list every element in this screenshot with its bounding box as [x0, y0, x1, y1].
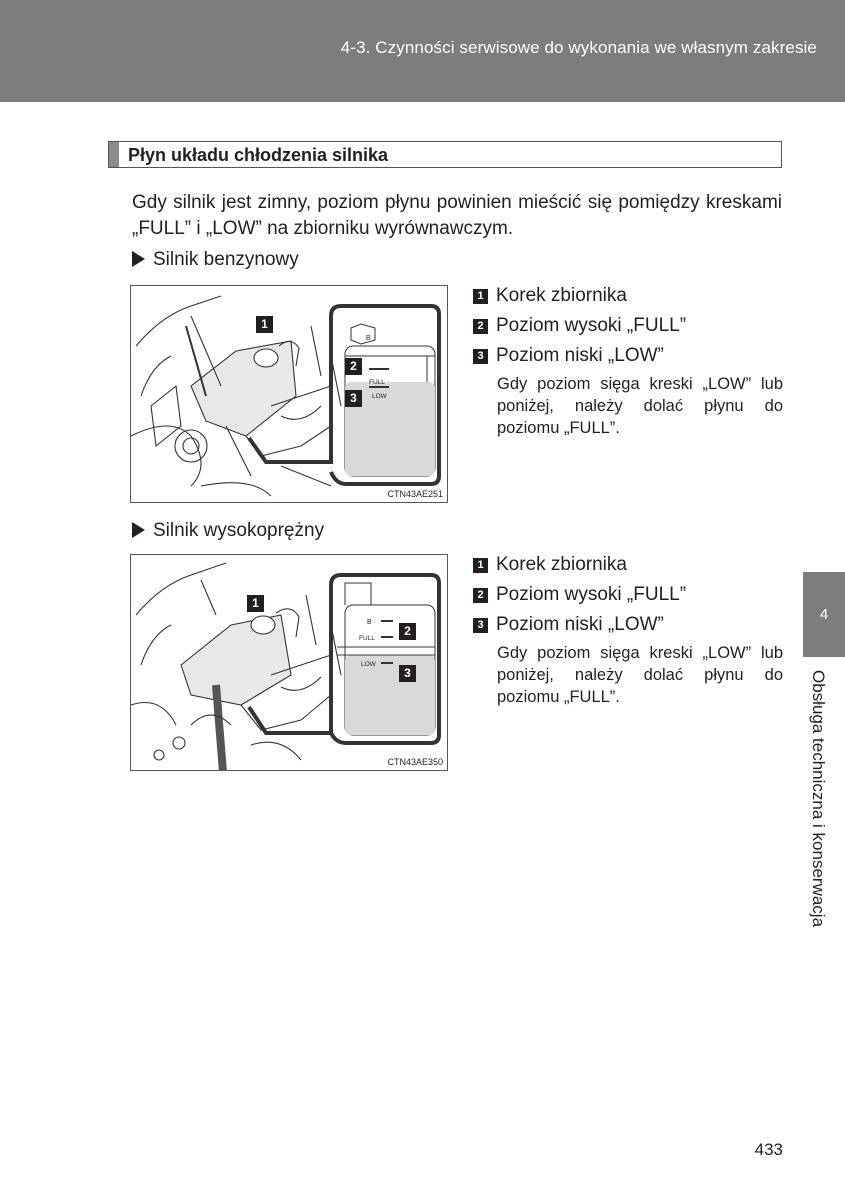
- diesel-callout-1: 1: [247, 595, 264, 612]
- intro-paragraph: Gdy silnik jest zimny, poziom płynu powinien mieścić się pomiędzy kreskami „FULL” i „LOW” na zbiorniku wyrównawczym.: [132, 192, 782, 239]
- legend-label: Poziom wysoki „FULL”: [496, 584, 687, 605]
- diesel-low-mark: LOW: [361, 661, 376, 668]
- petrol-figure-code: CTN43AE251: [387, 489, 443, 499]
- chapter-tab: [803, 572, 845, 657]
- legend-item: [473, 281, 783, 311]
- diesel-figure-code: CTN43AE350: [387, 757, 443, 767]
- section-title-box: [108, 141, 782, 168]
- diesel-full-mark: FULL: [359, 635, 375, 642]
- section-title: Płyn układu chłodzenia silnika: [128, 145, 389, 165]
- legend-number: 2: [473, 319, 488, 334]
- triangle-bullet-icon: [132, 522, 145, 538]
- petrol-low-mark: LOW: [372, 393, 387, 400]
- petrol-heading: [132, 249, 299, 271]
- diesel-figure: [130, 554, 448, 771]
- legend-number: 2: [473, 588, 488, 603]
- legend-item: [473, 341, 783, 371]
- chapter-side-label: [808, 670, 828, 970]
- legend-item: [473, 610, 783, 640]
- chapter-tab-number: 4: [819, 606, 829, 623]
- diesel-heading-text: Silnik wysokoprężny: [153, 520, 325, 541]
- legend-label: Poziom niski „LOW”: [496, 614, 664, 635]
- legend-number: 1: [473, 558, 488, 573]
- legend-item: [473, 580, 783, 610]
- legend-number: 3: [473, 618, 488, 633]
- legend-number: 1: [473, 289, 488, 304]
- chapter-title: 4-3. Czynności serwisowe do wykonania we własnym zakresie: [340, 38, 817, 57]
- page-number: 433: [754, 1140, 783, 1159]
- petrol-legend: [473, 281, 783, 439]
- legend-label: Korek zbiornika: [496, 554, 627, 575]
- diesel-note: Gdy poziom sięga kreski „LOW” lub poniżej, należy dolać płynu do poziomu „FULL”.: [497, 644, 783, 706]
- petrol-full-mark: FULL: [369, 379, 385, 386]
- petrol-note: Gdy poziom sięga kreski „LOW” lub poniżej, należy dolać płynu do poziomu „FULL”.: [497, 375, 783, 437]
- petrol-heading-text: Silnik benzynowy: [153, 249, 299, 270]
- diesel-engine-illustration: [131, 555, 448, 771]
- page-header: [0, 0, 845, 102]
- legend-label: Poziom niski „LOW”: [496, 345, 664, 366]
- legend-label: Poziom wysoki „FULL”: [496, 315, 687, 336]
- section-title-bar: [109, 142, 119, 167]
- diesel-legend: [473, 550, 783, 708]
- petrol-callout-1: 1: [256, 316, 273, 333]
- legend-number: 3: [473, 349, 488, 364]
- petrol-b-mark: B: [366, 335, 371, 342]
- legend-item: [473, 550, 783, 580]
- petrol-callout-2: 2: [345, 358, 362, 375]
- diesel-callout-2: 2: [399, 623, 416, 640]
- diesel-b-mark: B: [367, 619, 372, 626]
- petrol-engine-illustration: [131, 286, 448, 503]
- petrol-callout-3: 3: [345, 390, 362, 407]
- legend-item: [473, 311, 783, 341]
- diesel-callout-3: 3: [399, 665, 416, 682]
- triangle-bullet-icon: [132, 251, 145, 267]
- petrol-figure: [130, 285, 448, 503]
- chapter-side-label-text: Obsługa techniczna i konserwacja: [809, 670, 828, 928]
- legend-label: Korek zbiornika: [496, 285, 627, 306]
- diesel-heading: [132, 520, 324, 542]
